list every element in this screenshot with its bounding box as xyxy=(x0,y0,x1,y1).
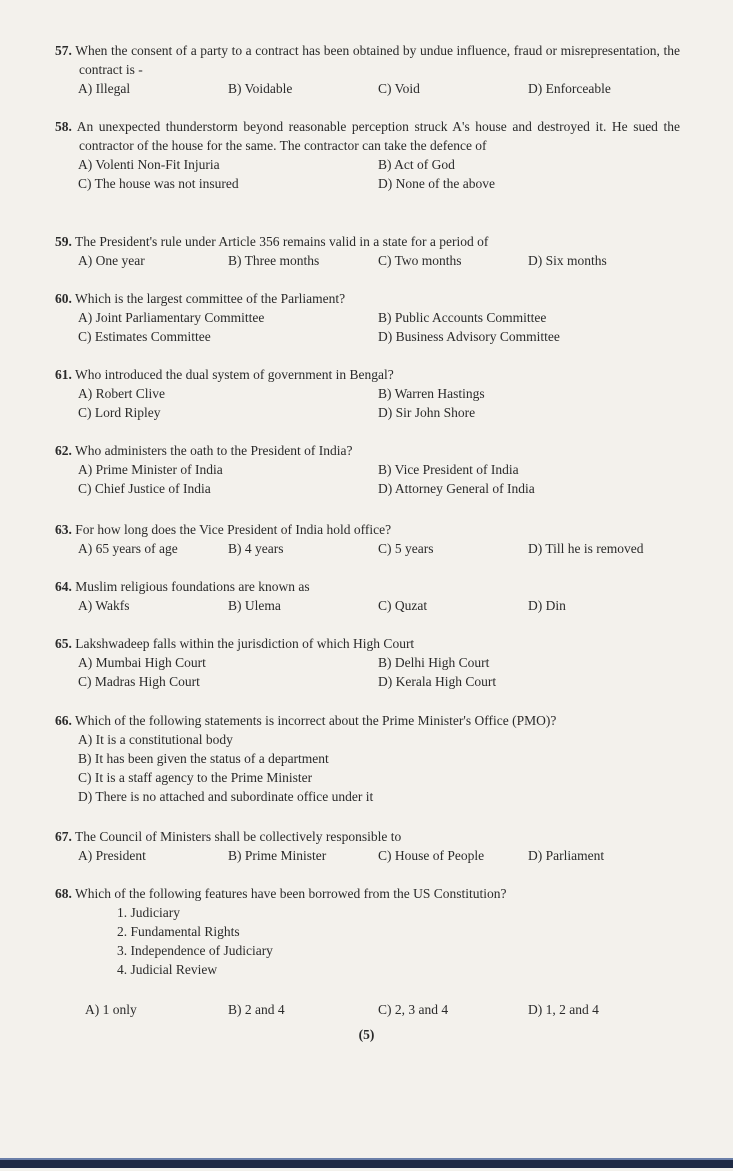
option-a: A) Mumbai High Court xyxy=(78,655,206,670)
question-number: 62. xyxy=(55,443,72,458)
option-a: A) Joint Parliamentary Committee xyxy=(78,310,265,325)
options-row xyxy=(55,155,680,174)
option-b: B) Ulema xyxy=(228,598,281,613)
option-a: A) Robert Clive xyxy=(78,386,165,401)
option-c: C) Lord Ripley xyxy=(78,405,161,420)
question-number: 64. xyxy=(55,579,72,594)
question-62 xyxy=(55,441,680,498)
option-b: B) Warren Hastings xyxy=(378,386,485,401)
option-a: A) Wakfs xyxy=(78,598,130,613)
question-number: 60. xyxy=(55,291,72,306)
question-61 xyxy=(55,365,680,422)
question-58 xyxy=(55,117,680,193)
option-b: B) Act of God xyxy=(378,157,455,172)
options-row xyxy=(55,79,680,98)
option-b: B) 2 and 4 xyxy=(228,1002,285,1017)
question-text: 65. Lakshwadeep falls within the jurisdiction of which High Court xyxy=(55,636,415,651)
option-b: B) Delhi High Court xyxy=(378,655,490,670)
question-number: 59. xyxy=(55,234,72,249)
option-b: B) Prime Minister xyxy=(228,848,327,863)
options-row xyxy=(55,672,680,691)
options-row xyxy=(55,251,680,270)
question-number: 68. xyxy=(55,886,72,901)
option-a: A) Prime Minister of India xyxy=(78,462,223,477)
list-item: 4. Judicial Review xyxy=(117,962,218,977)
option-c: C) Madras High Court xyxy=(78,674,200,689)
option-a: A) President xyxy=(78,848,146,863)
question-63 xyxy=(55,520,680,558)
options-row xyxy=(55,403,680,422)
question-text: 58. An unexpected thunderstorm beyond reasonable perception struck A's house and destroyed it. He sued the contractor of the house for the same. The contractor can take the defence of xyxy=(55,119,680,153)
options-row xyxy=(55,539,680,558)
options-row xyxy=(55,460,680,479)
question-59 xyxy=(55,232,680,270)
options-row xyxy=(55,596,680,615)
question-text: 60. Which is the largest committee of the Parliament? xyxy=(55,291,346,306)
question-64 xyxy=(55,577,680,615)
option-b: B) Public Accounts Committee xyxy=(378,310,547,325)
question-67 xyxy=(55,827,680,865)
options-row xyxy=(55,653,680,672)
option-a: A) It is a constitutional body xyxy=(78,732,233,747)
question-number: 61. xyxy=(55,367,72,382)
question-text: 64. Muslim religious foundations are known as xyxy=(55,579,310,594)
option-a: A) Volenti Non-Fit Injuria xyxy=(78,157,220,172)
option-c: C) 5 years xyxy=(378,541,434,556)
question-57 xyxy=(55,41,680,98)
option-c: C) The house was not insured xyxy=(78,176,239,191)
option-d: D) Sir John Shore xyxy=(378,405,476,420)
options-row xyxy=(55,308,680,327)
option-c: C) Chief Justice of India xyxy=(78,481,211,496)
question-number: 65. xyxy=(55,636,72,651)
option-d: D) Six months xyxy=(528,253,607,268)
option-b: B) Voidable xyxy=(228,81,293,96)
question-text: 63. For how long does the Vice President of India hold office? xyxy=(55,522,392,537)
option-c: C) Void xyxy=(378,81,420,96)
option-a: A) 65 years of age xyxy=(78,541,178,556)
question-text: 67. The Council of Ministers shall be collectively responsible to xyxy=(55,829,402,844)
option-d: D) None of the above xyxy=(378,176,495,191)
question-text: 61. Who introduced the dual system of government in Bengal? xyxy=(55,367,394,382)
option-a: A) Illegal xyxy=(78,81,131,96)
option-b: B) It has been given the status of a department xyxy=(78,751,329,766)
option-c: C) House of People xyxy=(378,848,485,863)
options-row xyxy=(55,479,680,498)
option-d: D) Parliament xyxy=(528,848,605,863)
option-d: D) Enforceable xyxy=(528,81,611,96)
option-d: D) Din xyxy=(528,598,566,613)
bottom-bar xyxy=(0,1160,733,1168)
question-65 xyxy=(55,634,680,691)
option-c: C) Two months xyxy=(378,253,462,268)
list-item: 1. Judiciary xyxy=(117,905,180,920)
question-number: 57. xyxy=(55,43,72,58)
question-number: 58. xyxy=(55,119,72,134)
question-66 xyxy=(55,711,680,806)
question-text: 62. Who administers the oath to the President of India? xyxy=(55,443,353,458)
question-68 xyxy=(55,884,680,1019)
options-row xyxy=(55,384,680,403)
option-d: D) Kerala High Court xyxy=(378,674,497,689)
option-b: B) Three months xyxy=(228,253,320,268)
question-number: 63. xyxy=(55,522,72,537)
options-row xyxy=(55,846,680,865)
option-b: B) Vice President of India xyxy=(378,462,519,477)
question-text: 59. The President's rule under Article 356 remains valid in a state for a period of xyxy=(55,234,489,249)
page-number: (5) xyxy=(358,1027,375,1042)
option-b: B) 4 years xyxy=(228,541,284,556)
option-c: C) Quzat xyxy=(378,598,428,613)
question-60 xyxy=(55,289,680,346)
option-d: D) Business Advisory Committee xyxy=(378,329,560,344)
option-c: C) It is a staff agency to the Prime Minister xyxy=(78,770,313,785)
question-text: 68. Which of the following features have been borrowed from the US Constitution? xyxy=(55,886,507,901)
options-row xyxy=(55,174,680,193)
list-item: 3. Independence of Judiciary xyxy=(117,943,273,958)
option-a: A) One year xyxy=(78,253,145,268)
option-a: A) 1 only xyxy=(85,1002,137,1017)
question-number: 67. xyxy=(55,829,72,844)
question-text: 57. When the consent of a party to a contract has been obtained by undue influence, fraud or misrepresentation, the contract is - xyxy=(55,43,680,77)
options-row xyxy=(55,327,680,346)
option-d: D) 1, 2 and 4 xyxy=(528,1002,599,1017)
option-d: D) Attorney General of India xyxy=(378,481,535,496)
list-item: 2. Fundamental Rights xyxy=(117,924,240,939)
options-row xyxy=(55,1000,680,1019)
question-text: 66. Which of the following statements is incorrect about the Prime Minister's Office (PMO)? xyxy=(55,713,557,728)
option-d: D) Till he is removed xyxy=(528,541,644,556)
option-d: D) There is no attached and subordinate office under it xyxy=(78,789,374,804)
option-c: C) Estimates Committee xyxy=(78,329,211,344)
option-c: C) 2, 3 and 4 xyxy=(378,1002,449,1017)
question-number: 66. xyxy=(55,713,72,728)
